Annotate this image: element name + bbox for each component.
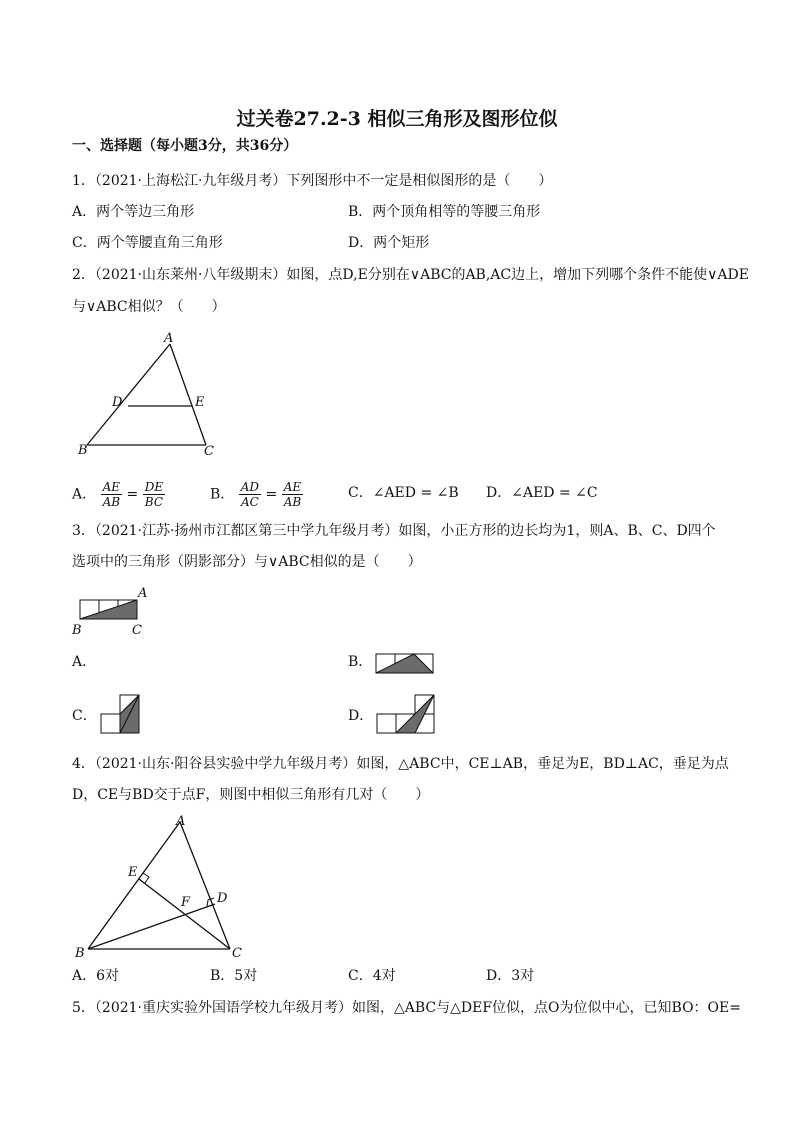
q2-stem-line2: 与∨ABC相似？（ ） [72, 299, 226, 315]
q3-grid-figure [70, 584, 160, 636]
q4-option-b: B．5对 [210, 968, 258, 984]
q4-label-b: B [75, 946, 85, 961]
q2-a-fraction-2 [143, 480, 165, 509]
q1-option-c: C．两个等腰直角三角形 [72, 235, 223, 251]
q2-a-num2: DE [144, 480, 164, 494]
q2-b-fraction-2 [282, 480, 303, 509]
q3-option-d: D． [348, 708, 374, 724]
q2-a-num1: AE [101, 480, 122, 495]
q2-b-num2: AE [282, 480, 303, 495]
q2-option-d: D．∠AED = ∠C [486, 485, 598, 501]
q3-label-c: C [132, 623, 142, 636]
q3-option-a: A． [72, 654, 97, 670]
q3-option-c: C． [72, 708, 97, 724]
q2-a-den1: AB [102, 495, 121, 509]
q2-label-c: C [204, 444, 214, 459]
q4-stem-line2: D，CE与BD交于点F，则图中相似三角形有几对（ ） [72, 787, 430, 803]
q3-option-c-figure [98, 692, 146, 740]
q2-a-label: A． [72, 486, 97, 503]
q4-stem-line1: 4．（2021·山东·阳谷县实验中学九年级月考）如图，△ABC中，CE⊥AB，垂足为E，BD⊥AC，垂足为点 [72, 756, 729, 772]
q1-option-d: D．两个矩形 [348, 235, 430, 251]
q4-label-c: C [232, 946, 242, 961]
q1-stem: 1．（2021·上海松江·九年级月考）下列图形中不一定是相似图形的是（ ） [72, 173, 553, 189]
q2-triangle-figure [72, 330, 232, 462]
q2-label-a: A [164, 331, 174, 346]
q1-option-b: B．两个顶角相等的等腰三角形 [348, 204, 541, 220]
q4-option-a: A．6对 [72, 968, 120, 984]
q2-b-num1: AD [240, 480, 260, 494]
q3-label-b: B [72, 623, 82, 636]
q4-option-d: D．3对 [486, 968, 535, 984]
q3-label-a: A [138, 586, 148, 601]
q3-option-b: B． [348, 654, 373, 670]
q2-option-b [210, 480, 303, 509]
q2-stem-line1: 2．（2021·山东莱州·八年级期末）如图，点D,E分别在∨ABC的AB,AC边上，增加下列哪个条件不能使∨ADE [72, 267, 749, 283]
q2-label-d: D [112, 395, 123, 410]
q2-option-c: C．∠AED = ∠B [348, 485, 459, 501]
q3-stem-line2: 选项中的三角形（阴影部分）与∨ABC相似的是（ ） [72, 554, 422, 570]
section-heading: 一、选择题（每小题3分，共36分） [72, 138, 298, 154]
q4-label-a: A [176, 814, 186, 829]
q2-a-den2: BC [144, 495, 164, 509]
q4-label-e: E [128, 865, 138, 880]
q2-option-a [72, 480, 165, 509]
q2-b-label: B． [210, 486, 235, 503]
q2-b-den2: AB [283, 495, 302, 509]
q1-option-a: A．两个等边三角形 [72, 204, 195, 220]
q4-label-f: F [181, 895, 191, 910]
q2-label-e: E [195, 395, 205, 410]
q2-a-fraction-1 [101, 480, 122, 509]
q2-a-equals: = [126, 486, 139, 503]
q3-stem-line1: 3．（2021·江苏·扬州市江都区第三中学九年级月考）如图，小正方形的边长均为1，则A、B、C、D四个 [72, 523, 716, 539]
q5-stem-line1: 5．（2021·重庆实验外国语学校九年级月考）如图，△ABC与△DEF位似，点O为位似中心，已知BO：OE= [72, 1000, 741, 1016]
q3-option-b-figure [374, 652, 438, 676]
q2-b-fraction-1 [239, 480, 261, 509]
q2-label-b: B [78, 443, 88, 458]
q4-triangle-figure [72, 812, 252, 962]
q4-option-c: C．4对 [348, 968, 396, 984]
page-title: 过关卷27.2-3 相似三角形及图形位似 [236, 108, 558, 130]
q4-label-d: D [217, 891, 228, 906]
q2-b-equals: = [265, 486, 278, 503]
q3-option-d-figure [374, 692, 440, 740]
q2-b-den1: AC [240, 495, 259, 509]
